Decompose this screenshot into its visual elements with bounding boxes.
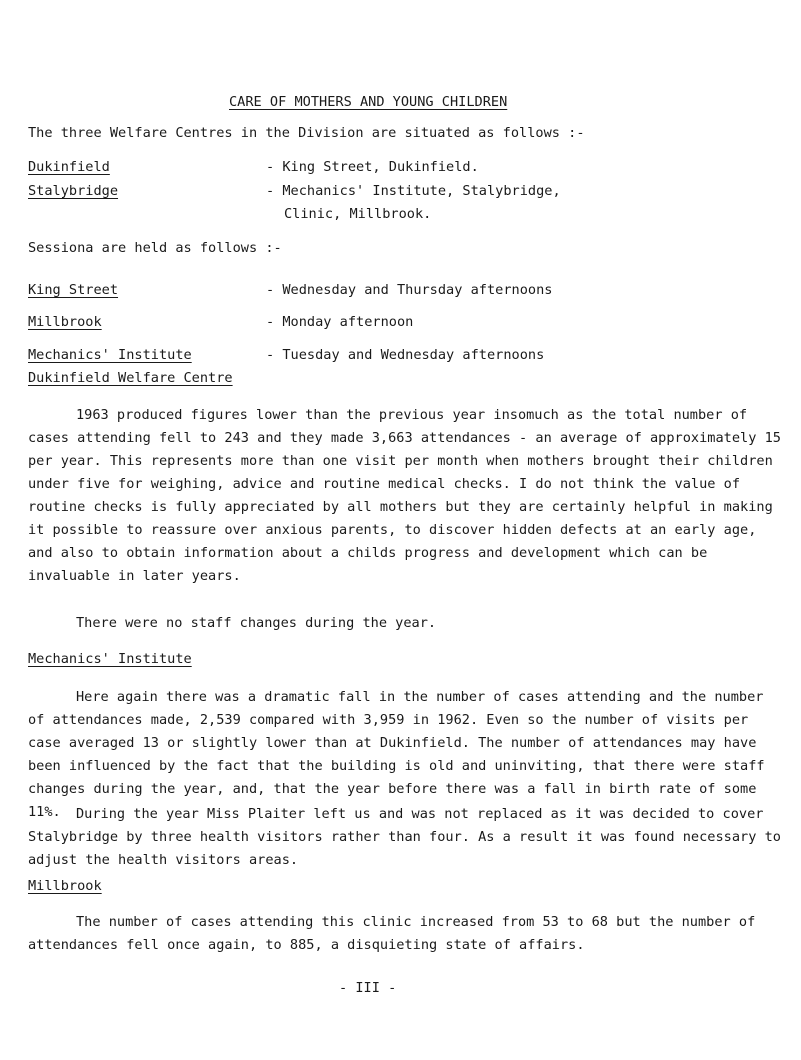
mechanics-paragraph: Here again there was a dramatic fall in the number of cases attending and the number of attendances made, 2,539 compared with 3,959 in 1962. Even so the number of visits per case averaged 13 or slightly lower than at Dukinfield. The number of attendances may have been influenced by the fact that the building is old and uninviting, that there were staff changes during the year, and, that the year before there was a fall in birth rate of some 11%. (28, 689, 765, 820)
mechanics-staff-paragraph: During the year Miss Plaiter left us and was not replaced as it was decided to cover Stalybridge by three health visitors rather than four. As a result it was found necessary to adjust the health visitors areas. (28, 806, 781, 868)
session-when: - Wednesday and Thursday afternoons (266, 282, 553, 298)
section-heading-dukinfield: Dukinfield Welfare Centre (28, 370, 233, 386)
session-when: - Tuesday and Wednesday afternoons (266, 347, 545, 363)
centre-location: - Mechanics' Institute, Stalybridge, (266, 183, 561, 199)
sessions-intro: Sessiona are held as follows :- (28, 240, 282, 256)
session-name: King Street (28, 282, 119, 298)
centre-location: - King Street, Dukinfield. (266, 159, 479, 175)
page-number: - III - (339, 980, 397, 996)
intro-text: The three Welfare Centres in the Division are situated as follows :- (28, 125, 585, 141)
centre-location-continued: Clinic, Millbrook. (284, 206, 432, 222)
page-title: CARE OF MOTHERS AND YOUNG CHILDREN (229, 94, 508, 110)
section-heading-mechanics: Mechanics' Institute (28, 651, 192, 667)
dukinfield-staff-paragraph: There were no staff changes during the year. (76, 615, 437, 631)
session-name: Mechanics' Institute (28, 347, 192, 363)
centre-name: Stalybridge (28, 183, 119, 199)
dukinfield-paragraph: 1963 produced figures lower than the previous year insomuch as the total number of cases attending fell to 243 and they made 3,663 attendances - an average of approximately 15 per year. This represents more than one visit per month when mothers brought their children under five for weighing, advice and routine medical checks. I do not think the value of routine checks is fully appreciated by all mothers but they are certainly helpful in making it possible to reassure over anxious parents, to discover hidden defects at an early age, and also to obtain information about a childs progress and development which can be invaluable in later years. (28, 407, 781, 584)
millbrook-paragraph: The number of cases attending this clinic increased from 53 to 68 but the number of attendances fell once again, to 885, a disquieting state of affairs. (28, 914, 756, 953)
session-name: Millbrook (28, 314, 102, 330)
section-heading-millbrook: Millbrook (28, 878, 102, 894)
session-when: - Monday afternoon (266, 314, 414, 330)
centre-name: Dukinfield (28, 159, 110, 175)
